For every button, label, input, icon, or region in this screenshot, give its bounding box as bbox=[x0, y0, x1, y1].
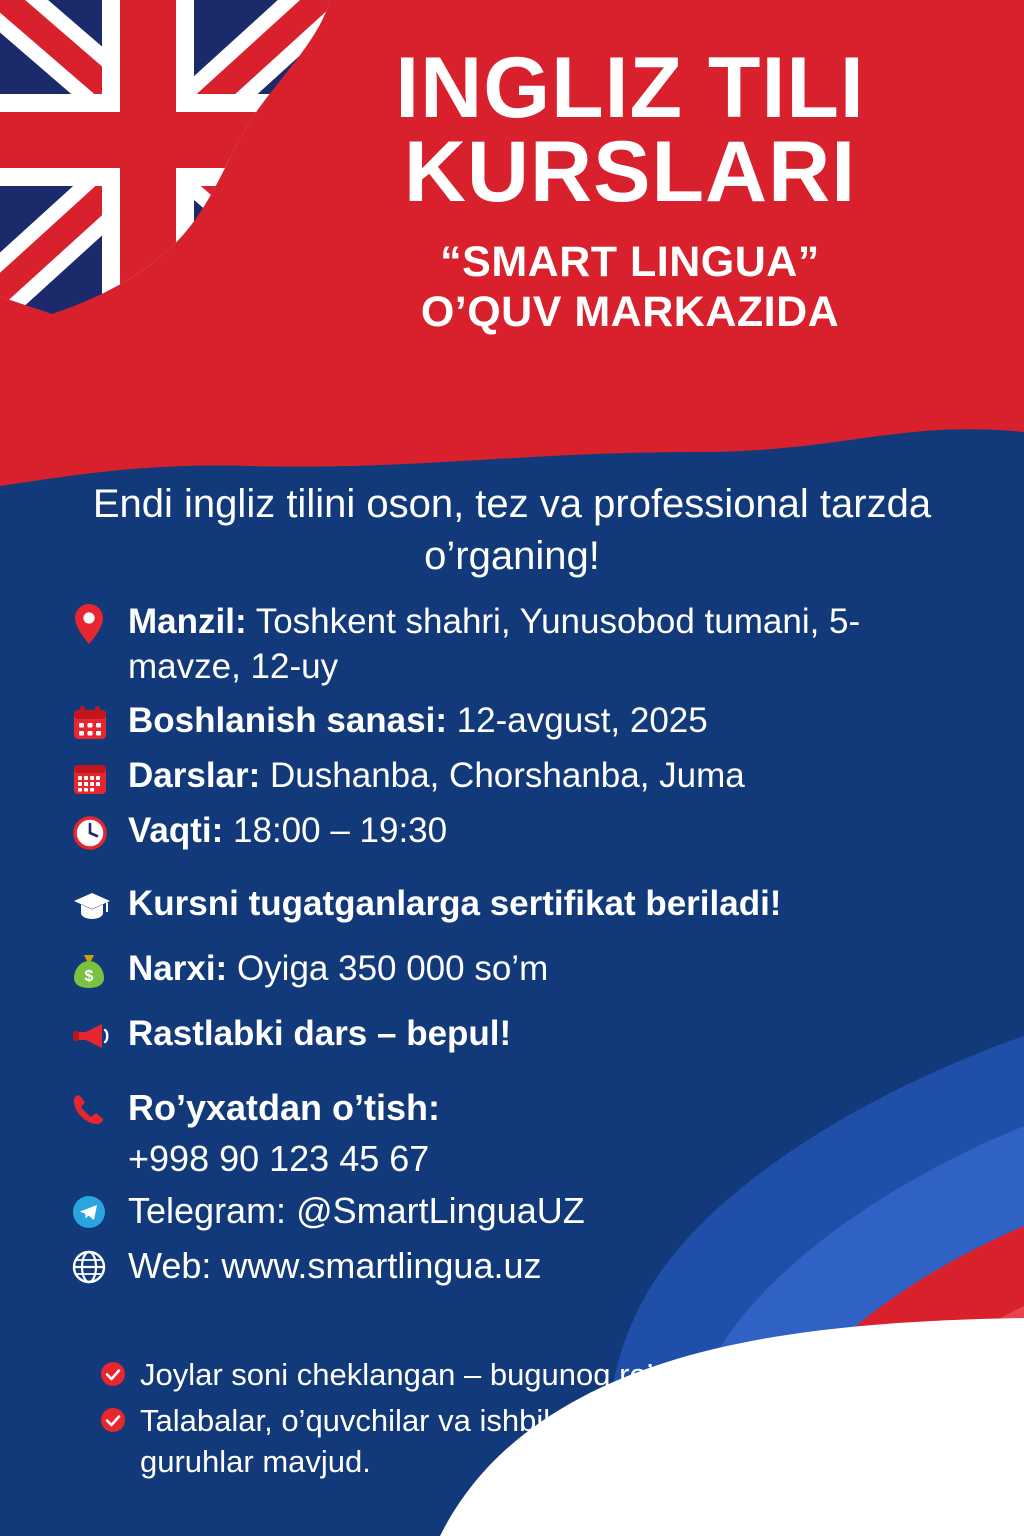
info-start-date bbox=[128, 699, 972, 744]
globe-icon bbox=[72, 1243, 128, 1289]
info-trial bbox=[128, 1012, 972, 1057]
info-trial-text: Rastlabki dars – bepul! bbox=[128, 1013, 512, 1053]
info-time-value: 18:00 – 19:30 bbox=[223, 810, 448, 850]
note-item bbox=[100, 1355, 980, 1395]
contact-register-label bbox=[128, 1085, 972, 1131]
phone-icon bbox=[72, 1085, 128, 1131]
info-certificate-text: Kursni tugatganlarga sertifikat beriladi! bbox=[128, 883, 782, 923]
megaphone-icon bbox=[72, 1012, 128, 1058]
poster-subtitle-line-1: “SMART LINGUA” bbox=[440, 237, 820, 286]
info-time bbox=[128, 809, 972, 854]
contact-phone[interactable]: +998 90 123 45 67 bbox=[128, 1137, 430, 1179]
poster-title-line-1: INGLIZ TILI bbox=[395, 40, 865, 136]
location-pin-icon bbox=[72, 600, 128, 646]
contact-telegram-text: Telegram: @SmartLinguaUZ bbox=[128, 1189, 585, 1231]
info-row-trial bbox=[72, 1012, 972, 1058]
info-lessons bbox=[128, 754, 972, 799]
spacer bbox=[72, 864, 972, 882]
info-address-value: Toshkent shahri, Yunusobod tumani, 5-mavze, 12-uy bbox=[128, 602, 861, 686]
poster-subtitle-line-2: O’QUV MARKAZIDA bbox=[420, 288, 840, 337]
contact-register-label-text: Ro’yxatdan o’tish: bbox=[128, 1086, 441, 1128]
spacer bbox=[72, 1002, 972, 1012]
info-certificate bbox=[128, 882, 972, 927]
poster-title-line-2: KURSLARI bbox=[403, 124, 857, 221]
telegram-icon bbox=[72, 1188, 128, 1234]
info-start-date-label: Boshlanish sanasi: bbox=[128, 700, 447, 740]
poster-subtitle bbox=[280, 237, 980, 338]
spacer bbox=[72, 1067, 972, 1085]
note-text-2: Talabalar, o’quvchilar va ishbilarmonlar uchun maxsus guruhlar mavjud. bbox=[140, 1403, 881, 1479]
info-address-label: Manzil: bbox=[128, 602, 247, 641]
info-price-value: Oyiga 350 000 so’m bbox=[227, 948, 549, 988]
info-list bbox=[72, 600, 972, 1298]
info-row-price bbox=[72, 947, 972, 993]
info-price bbox=[128, 947, 972, 992]
money-bag-icon bbox=[72, 947, 128, 993]
note-item bbox=[100, 1401, 980, 1482]
info-row-start-date bbox=[72, 699, 972, 745]
contact-web-text: Web: www.smartlingua.uz bbox=[128, 1244, 542, 1286]
check-circle-icon bbox=[100, 1401, 140, 1433]
note-text-1: Joylar soni cheklangan – bugunoq ro’yxatdan o’ting! bbox=[140, 1357, 854, 1392]
info-time-label: Vaqti: bbox=[128, 810, 224, 850]
intro-text: Endi ingliz tilini oson, tez va professional tarzda o’rganing! bbox=[92, 482, 932, 578]
graduation-cap-icon bbox=[72, 882, 128, 928]
info-row-lessons bbox=[72, 754, 972, 800]
info-start-date-value: 12-avgust, 2025 bbox=[446, 700, 708, 740]
contact-row-telegram[interactable] bbox=[72, 1188, 972, 1234]
info-price-label: Narxi: bbox=[128, 948, 228, 988]
spacer bbox=[72, 937, 972, 947]
notes-list bbox=[100, 1355, 980, 1488]
calendar-days-icon bbox=[72, 754, 128, 800]
info-row-certificate bbox=[72, 882, 972, 928]
contact-row-register bbox=[72, 1085, 972, 1131]
info-lessons-label: Darslar: bbox=[128, 755, 261, 795]
info-row-time bbox=[72, 809, 972, 855]
svg-text:$: $ bbox=[84, 967, 94, 985]
contact-row-web[interactable] bbox=[72, 1243, 972, 1289]
poster-header bbox=[280, 40, 980, 338]
info-address bbox=[128, 600, 972, 690]
info-lessons-value: Dushanba, Chorshanba, Juma bbox=[260, 755, 745, 795]
check-circle-icon bbox=[100, 1355, 140, 1387]
clock-icon bbox=[72, 809, 128, 855]
info-row-address bbox=[72, 600, 972, 690]
calendar-icon bbox=[72, 699, 128, 745]
